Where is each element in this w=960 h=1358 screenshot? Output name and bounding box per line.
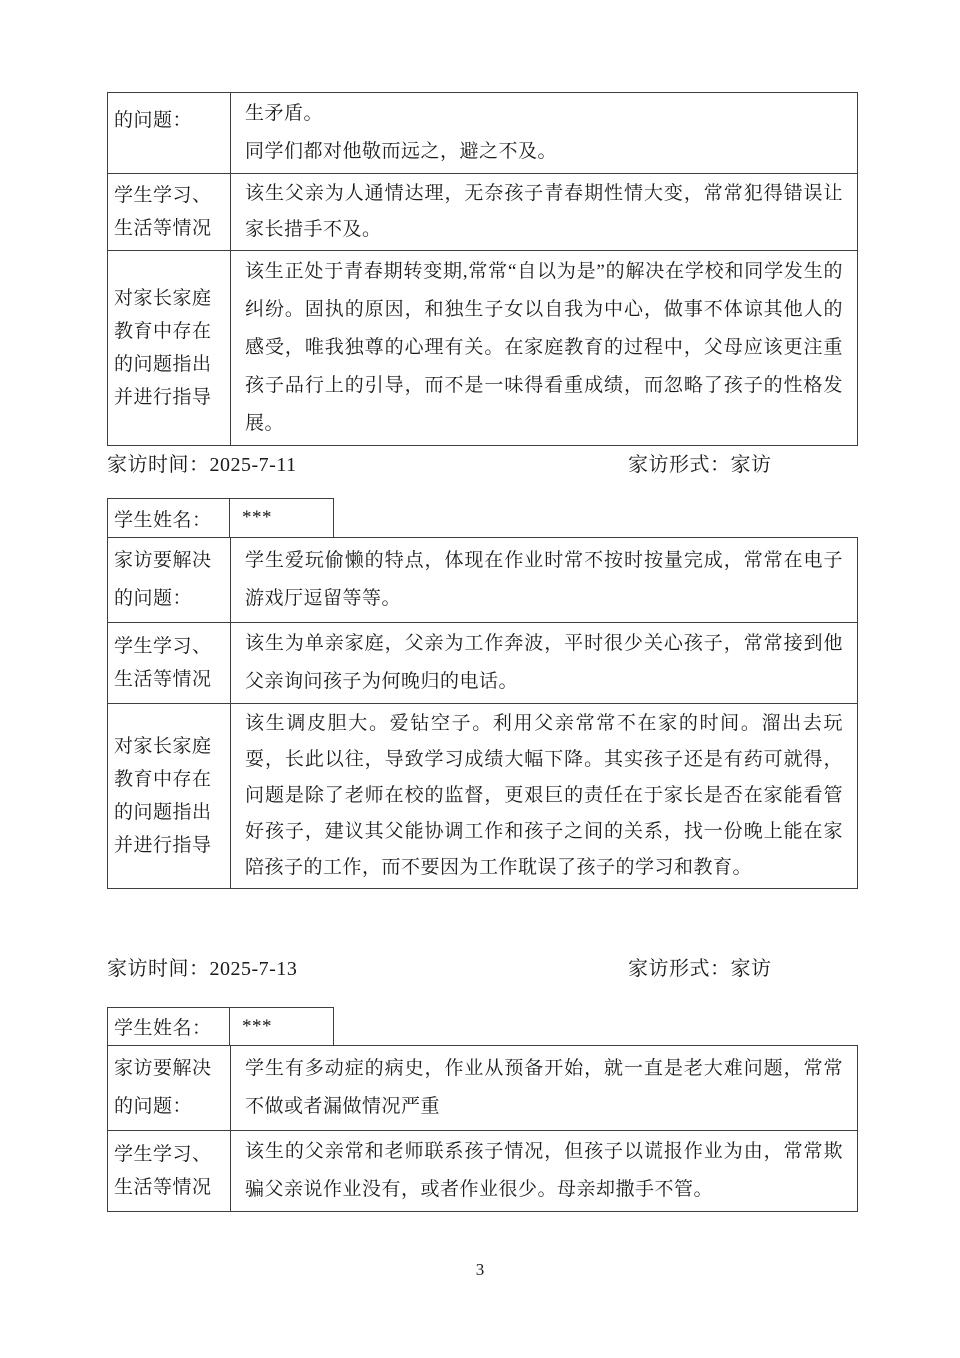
paragraph: 学生爱玩偷懒的特点，体现在作业时常不按时按量完成，常常在电子游戏厅逗留等等。 (245, 550, 843, 609)
student-name-label: 学生姓名： (107, 1007, 230, 1045)
row-content (231, 704, 858, 889)
row-label: 对家长家庭教育中存在的问题指出并进行指导 (108, 251, 231, 446)
continuation-table (107, 92, 858, 446)
table-row (108, 1131, 858, 1212)
visit-time (107, 454, 297, 476)
row-label: 家访要解决的问题： (108, 538, 231, 623)
student-name-label: 学生姓名： (107, 498, 230, 537)
row-label: 的问题： (108, 93, 231, 174)
row-content (231, 1046, 858, 1131)
paragraph: 同学们都对他敬而远之，避之不及。 (245, 141, 558, 162)
visit-table (107, 537, 858, 889)
table-row (108, 623, 858, 704)
paragraph: 该生为单亲家庭，父亲为工作奔波，平时很少关心孩子，常常接到他父亲询问孩子为何晚归的电话。 (245, 633, 843, 692)
visit-form-label: 家访形式： (628, 958, 731, 980)
row-content (231, 174, 858, 251)
table-row (108, 1046, 858, 1131)
row-content (231, 1131, 858, 1212)
paragraph: 该生调皮胆大。爱钻空子。利用父亲常常不在家的时间。溜出去玩耍，长此以往，导致学习成绩大幅下降。其实孩子还是有药可就得，问题是除了老师在校的监督，更艰巨的责任在于家长是否在家能看管好孩子，建议其父能协调工作和孩子之间的关系，找一份晚上能在家陪孩子的工作，而不要因为工作耽误了孩子的学习和教育。 (245, 713, 843, 878)
visit-form-value: 家访 (730, 454, 772, 476)
visit-time-value: 2025-7-11 (209, 454, 297, 476)
row-label: 学生学习、生活等情况 (108, 174, 231, 251)
row-content (231, 93, 858, 174)
visit-form-value: 家访 (730, 958, 772, 980)
visit-time (107, 958, 297, 980)
student-name-row (107, 1007, 334, 1045)
table-row (108, 538, 858, 623)
visit-table (107, 1045, 858, 1212)
paragraph: 该生正处于青春期转变期,常常“自以为是”的解决在学校和同学发生的纠纷。固执的原因，和独生子女以自我为中心，做事不体谅其他人的感受，唯我独尊的心理有关。在家庭教育的过程中，父母应该更注重孩子品行上的引导，而不是一味得看重成绩，而忽略了孩子的性格发展。 (245, 261, 843, 434)
paragraph: 生矛盾。 (245, 103, 324, 124)
row-content (231, 538, 858, 623)
visit-header (107, 452, 858, 478)
visit-time-label: 家访时间： (107, 958, 210, 980)
row-content (231, 623, 858, 704)
paragraph: 学生有多动症的病史，作业从预备开始，就一直是老大难问题，常常不做或者漏做情况严重 (245, 1058, 843, 1117)
row-label: 学生学习、生活等情况 (108, 623, 231, 704)
visit-time-value: 2025-7-13 (209, 958, 298, 980)
table-row (108, 93, 858, 174)
student-name-value: *** (230, 1007, 334, 1045)
paragraph: 该生父亲为人通情达理，无奈孩子青春期性情大变，常常犯得错误让家长措手不及。 (245, 183, 843, 240)
row-content (231, 251, 858, 446)
visit-header (107, 956, 858, 982)
student-name-row (107, 498, 334, 537)
table-row (108, 174, 858, 251)
row-label: 对家长家庭教育中存在的问题指出并进行指导 (108, 704, 231, 889)
row-label: 家访要解决的问题： (108, 1046, 231, 1131)
visit-form (628, 956, 772, 982)
table-row (108, 704, 858, 889)
paragraph: 该生的父亲常和老师联系孩子情况，但孩子以谎报作业为由，常常欺骗父亲说作业没有，或者作业很少。母亲却撒手不管。 (245, 1141, 843, 1200)
student-name-value: *** (230, 498, 334, 537)
table-row (108, 251, 858, 446)
page-number: 3 (475, 1260, 485, 1279)
row-label: 学生学习、生活等情况 (108, 1131, 231, 1212)
visit-time-label: 家访时间： (107, 454, 210, 476)
visit-form (628, 452, 772, 478)
visit-form-label: 家访形式： (628, 454, 731, 476)
